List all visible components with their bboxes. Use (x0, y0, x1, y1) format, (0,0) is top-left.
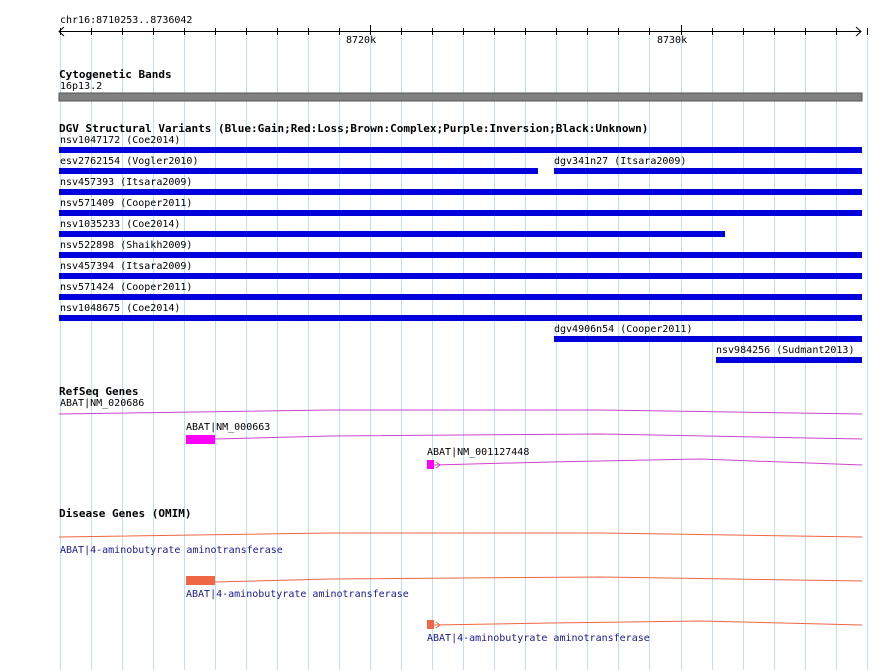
cytoband-label: 16p13.2 (60, 81, 103, 92)
dgv-track-title: DGV Structural Variants (Blue:Gain;Red:Loss;Brown:Complex;Purple:Inversion;Black:Unknown) (59, 122, 649, 135)
omim-gene-3-exon[interactable] (427, 620, 434, 629)
refseq-transcript-3-line (434, 459, 862, 465)
dgv-feature-bar[interactable] (59, 189, 862, 195)
dgv-feature-bar[interactable] (59, 294, 862, 300)
dgv-feature-bar[interactable] (59, 315, 862, 321)
dgv-feature-bar[interactable] (59, 210, 862, 216)
dgv-feature-bar[interactable] (59, 147, 862, 153)
omim-gene-1-line (59, 533, 862, 537)
dgv-feature-label: nsv522898 (Shaikh2009) (60, 240, 193, 251)
refseq-transcript-label: ABAT|NM_000663 (186, 422, 271, 433)
dgv-feature-label: nsv984256 (Sudmant2013) (716, 345, 855, 356)
omim-gene-label: ABAT|4-aminobutyrate aminotransferase (60, 545, 283, 556)
dgv-feature-label: nsv571424 (Cooper2011) (60, 282, 193, 293)
dgv-feature-label: dgv341n27 (Itsara2009) (554, 156, 687, 167)
cytoband-track-title: Cytogenetic Bands (59, 68, 172, 81)
dgv-feature-bar[interactable] (59, 168, 538, 174)
ruler-tick-label-8720k: 8720k (346, 35, 377, 46)
refseq-track-title: RefSeq Genes (59, 385, 139, 398)
refseq-transcript-1-line (59, 410, 862, 414)
omim-gene-label: ABAT|4-aminobutyrate aminotransferase (186, 589, 409, 600)
dgv-feature-label: nsv457394 (Itsara2009) (60, 261, 193, 272)
refseq-transcript-2-line (215, 434, 862, 439)
omim-gene-label: ABAT|4-aminobutyrate aminotransferase (427, 633, 650, 644)
refseq-transcript-label: ABAT|NM_001127448 (427, 447, 530, 458)
dgv-feature-label: dgv4906n54 (Cooper2011) (554, 324, 693, 335)
refseq-transcript-label: ABAT|NM_020686 (60, 398, 145, 409)
dgv-feature-bar[interactable] (716, 357, 862, 363)
cytoband-bar[interactable] (59, 93, 862, 101)
refseq-gene-lines[interactable] (59, 410, 862, 468)
dgv-feature-bar[interactable] (554, 336, 862, 342)
refseq-transcript-2-exon[interactable] (186, 435, 215, 444)
dgv-feature-label: nsv1035233 (Coe2014) (60, 219, 181, 230)
omim-gene-2-line (215, 577, 862, 582)
refseq-transcript-3-exon[interactable] (427, 460, 434, 469)
dgv-feature-label: nsv1048675 (Coe2014) (60, 303, 181, 314)
omim-track-title: Disease Genes (OMIM) (59, 507, 192, 520)
dgv-feature-bar[interactable] (59, 273, 862, 279)
ruler-tick-label-8730k: 8730k (657, 35, 688, 46)
dgv-feature-label: nsv571409 (Cooper2011) (60, 198, 193, 209)
omim-gene-2-exon[interactable] (186, 576, 215, 585)
dgv-feature-label: nsv1047172 (Coe2014) (60, 135, 181, 146)
dgv-feature-bar[interactable] (59, 252, 862, 258)
ruler-locus: chr16:8710253..8736042 (60, 15, 193, 26)
omim-gene-3-line (434, 621, 862, 625)
dgv-feature-bar[interactable] (59, 231, 725, 237)
dgv-feature-bar[interactable] (554, 168, 862, 174)
dgv-feature-label: nsv457393 (Itsara2009) (60, 177, 193, 188)
dgv-feature-label: esv2762154 (Vogler2010) (60, 156, 199, 167)
